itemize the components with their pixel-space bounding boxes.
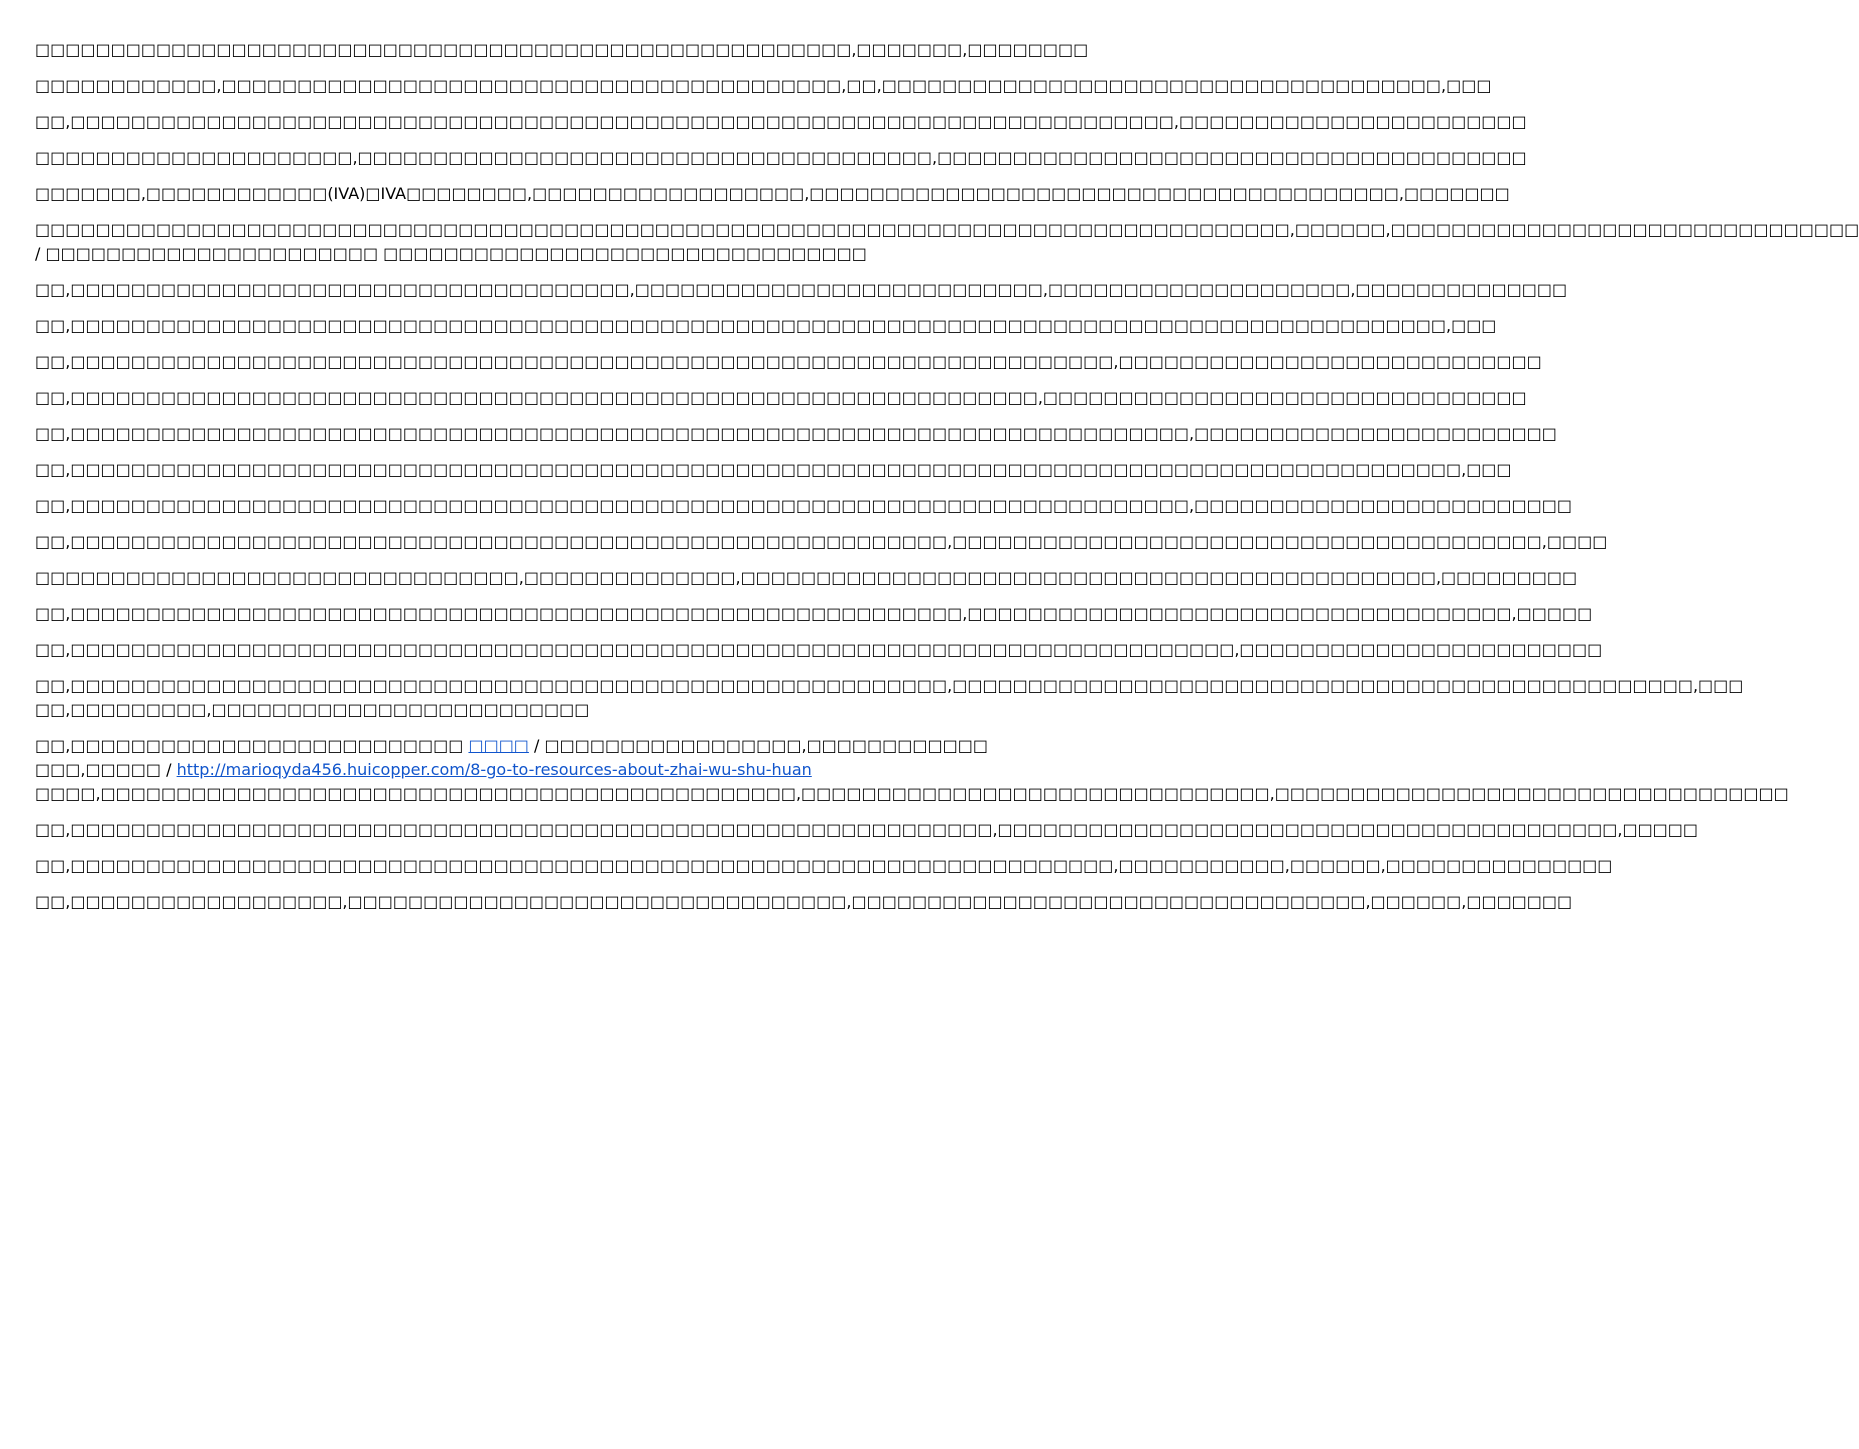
url-link[interactable]: http://marioqyda456.huicopper.com/8-go-to-resources-about-zhai-wu-shu-huan [176, 760, 812, 779]
paragraph-24: □□,□□□□□□□□□□□□□□□□□□,□□□□□□□□□□□□□□□□□□□□□□□□□□□□□□□□□,□□□□□□□□□□□□□□□□□□□□□□□□□□□□□□□□□□,□□□□□□,□□□□□□□ [35, 892, 1573, 911]
paragraph-10: □□,□□□□□□□□□□□□□□□□□□□□□□□□□□□□□□□□□□□□□□□□□□□□□□□□□□□□□□□□□□□□□□□□,□□□□□□□□□□□□□□□□□□□□□□□□□□□□□□□□ [35, 388, 1527, 407]
paragraph-6 [35, 218, 1859, 266]
paragraph-7: □□,□□□□□□□□□□□□□□□□□□□□□□□□□□□□□□□□□□□□□,□□□□□□□□□□□□□□□□□□□□□□□□□□□,□□□□□□□□□□□□□□□□□□□□,□□□□□□□□□□□□□□ [35, 280, 1568, 299]
paragraph-23: □□,□□□□□□□□□□□□□□□□□□□□□□□□□□□□□□□□□□□□□□□□□□□□□□□□□□□□□□□□□□□□□□□□□□□□□,□□□□□□□□□□□,□□□□□□,□□□□□□□□□□□□□□□ [35, 856, 1613, 875]
paragraph-4: □□□□□□□□□□□□□□□□□□□□□,□□□□□□□□□□□□□□□□□□□□□□□□□□□□□□□□□□□□□□,□□□□□□□□□□□□□□□□□□□□□□□□□□□□□□□□□□□□□□□ [35, 148, 1527, 167]
paragraph-15: □□□□□□□□□□□□□□□□□□□□□□□□□□□□□□□□,□□□□□□□□□□□□□□,□□□□□□□□□□□□□□□□□□□□□□□□□□□□□□□□□□□□□□□□□□□□□□,□□□□□□□□□ [35, 568, 1578, 587]
paragraph-18-line-1: □□,□□□□□□□□□□□□□□□□□□□□□□□□□□□□□□□□□□□□□□□□□□□□□□□□□□□□□□□□□□,□□□□□□□□□□□□□□□□□□□□□□□□□□□□□□□□□□□□□□□□□□□□□□□□□,□□□ [35, 676, 1744, 695]
paragraph-6-line-1: □□□□□□□□□□□□□□□□□□□□□□□□□□□□□□□□□□□□□□□□□□□□□□□□□□□□□□□□□□□□□□□□□□□□□□□□□□□□□□□□□□□,□□□□□□,□□□□□□□□□□□□□□□□□□□□□□□□□□□□□□□ [35, 220, 1859, 239]
paragraph-17: □□,□□□□□□□□□□□□□□□□□□□□□□□□□□□□□□□□□□□□□□□□□□□□□□□□□□□□□□□□□□□□□□□□□□□□□□□□□□□□□,□□□□□□□□□□□□□□□□□□□□□□□□ [35, 640, 1603, 659]
paragraph-12: □□,□□□□□□□□□□□□□□□□□□□□□□□□□□□□□□□□□□□□□□□□□□□□□□□□□□□□□□□□□□□□□□□□□□□□□□□□□□□□□□□□□□□□□□□□□□□□,□□□ [35, 460, 1512, 479]
paragraph-3: □□,□□□□□□□□□□□□□□□□□□□□□□□□□□□□□□□□□□□□□□□□□□□□□□□□□□□□□□□□□□□□□□□□□□□□□□□□□,□□□□□□□□□□□□□□□□□□□□□□□ [35, 112, 1527, 131]
paragraph-22: □□,□□□□□□□□□□□□□□□□□□□□□□□□□□□□□□□□□□□□□□□□□□□□□□□□□□□□□□□□□□□□□,□□□□□□□□□□□□□□□□□□□□□□□□□□□□□□□□□□□□□□□□□,□□□□□ [35, 820, 1699, 839]
paragraph-8: □□,□□□□□□□□□□□□□□□□□□□□□□□□□□□□□□□□□□□□□□□□□□□□□□□□□□□□□□□□□□□□□□□□□□□□□□□□□□□□□□□□□□□□□□□□□□□,□□□ [35, 316, 1497, 335]
paragraph-16: □□,□□□□□□□□□□□□□□□□□□□□□□□□□□□□□□□□□□□□□□□□□□□□□□□□□□□□□□□□□□□,□□□□□□□□□□□□□□□□□□□□□□□□□□□□□□□□□□□□,□□□□□ [35, 604, 1593, 623]
paragraph-6-line-2: / □□□□□□□□□□□□□□□□□□□□□□ □□□□□□□□□□□□□□□□□□□□□□□□□□□□□□□□ [35, 244, 867, 263]
document-body [35, 38, 1859, 926]
anchor-link[interactable]: □□□□ [468, 736, 529, 755]
paragraph-after-links: □□□□,□□□□□□□□□□□□□□□□□□□□□□□□□□□□□□□□□□□□□□□□□□□□□□,□□□□□□□□□□□□□□□□□□□□□□□□□□□□□□□,□□□□□□□□□□□□□□□□□□□□□□□□□□□□□□□□□□ [35, 784, 1789, 803]
paragraph-11: □□,□□□□□□□□□□□□□□□□□□□□□□□□□□□□□□□□□□□□□□□□□□□□□□□□□□□□□□□□□□□□□□□□□□□□□□□□□□,□□□□□□□□□□□□□□□□□□□□□□□□ [35, 424, 1557, 443]
paragraph-9: □□,□□□□□□□□□□□□□□□□□□□□□□□□□□□□□□□□□□□□□□□□□□□□□□□□□□□□□□□□□□□□□□□□□□□□□,□□□□□□□□□□□□□□□□□□□□□□□□□□□□ [35, 352, 1542, 371]
paragraph-18 [35, 674, 1744, 722]
paragraph-1: □□□□□□□□□□□□□□□□□□□□□□□□□□□□□□□□□□□□□□□□□□□□□□□□□□□□□□,□□□□□□□,□□□□□□□□ [35, 40, 1089, 59]
paragraph-with-links [35, 734, 990, 782]
paragraph-14: □□,□□□□□□□□□□□□□□□□□□□□□□□□□□□□□□□□□□□□□□□□□□□□□□□□□□□□□□□□□□,□□□□□□□□□□□□□□□□□□□□□□□□□□□□□□□□□□□□□□□,□□□□ [35, 532, 1608, 551]
paragraph-links-middle: / □□□□□□□□□□□□□□□□□,□□□□□□□□□□□□□□□,□□□□□ / [35, 736, 988, 779]
paragraph-13: □□,□□□□□□□□□□□□□□□□□□□□□□□□□□□□□□□□□□□□□□□□□□□□□□□□□□□□□□□□□□□□□□□□□□□□□□□□□□,□□□□□□□□□□□□□□□□□□□□□□□□□ [35, 496, 1573, 515]
paragraph-2: □□□□□□□□□□□□,□□□□□□□□□□□□□□□□□□□□□□□□□□□□□□□□□□□□□□□□□,□□,□□□□□□□□□□□□□□□□□□□□□□□□□□□□□□□□□□□□□,□□□ [35, 76, 1492, 95]
paragraph-18-line-2: □□,□□□□□□□□□,□□□□□□□□□□□□□□□□□□□□□□□□□ [35, 700, 590, 719]
paragraph-5: □□□□□□□,□□□□□□□□□□□□(IVA)□IVA□□□□□□□□,□□□□□□□□□□□□□□□□□□,□□□□□□□□□□□□□□□□□□□□□□□□□□□□□□□□□□□□□□□,□□□□□□□ [35, 184, 1510, 203]
paragraph-links-prefix: □□,□□□□□□□□□□□□□□□□□□□□□□□□□□ [35, 736, 469, 755]
